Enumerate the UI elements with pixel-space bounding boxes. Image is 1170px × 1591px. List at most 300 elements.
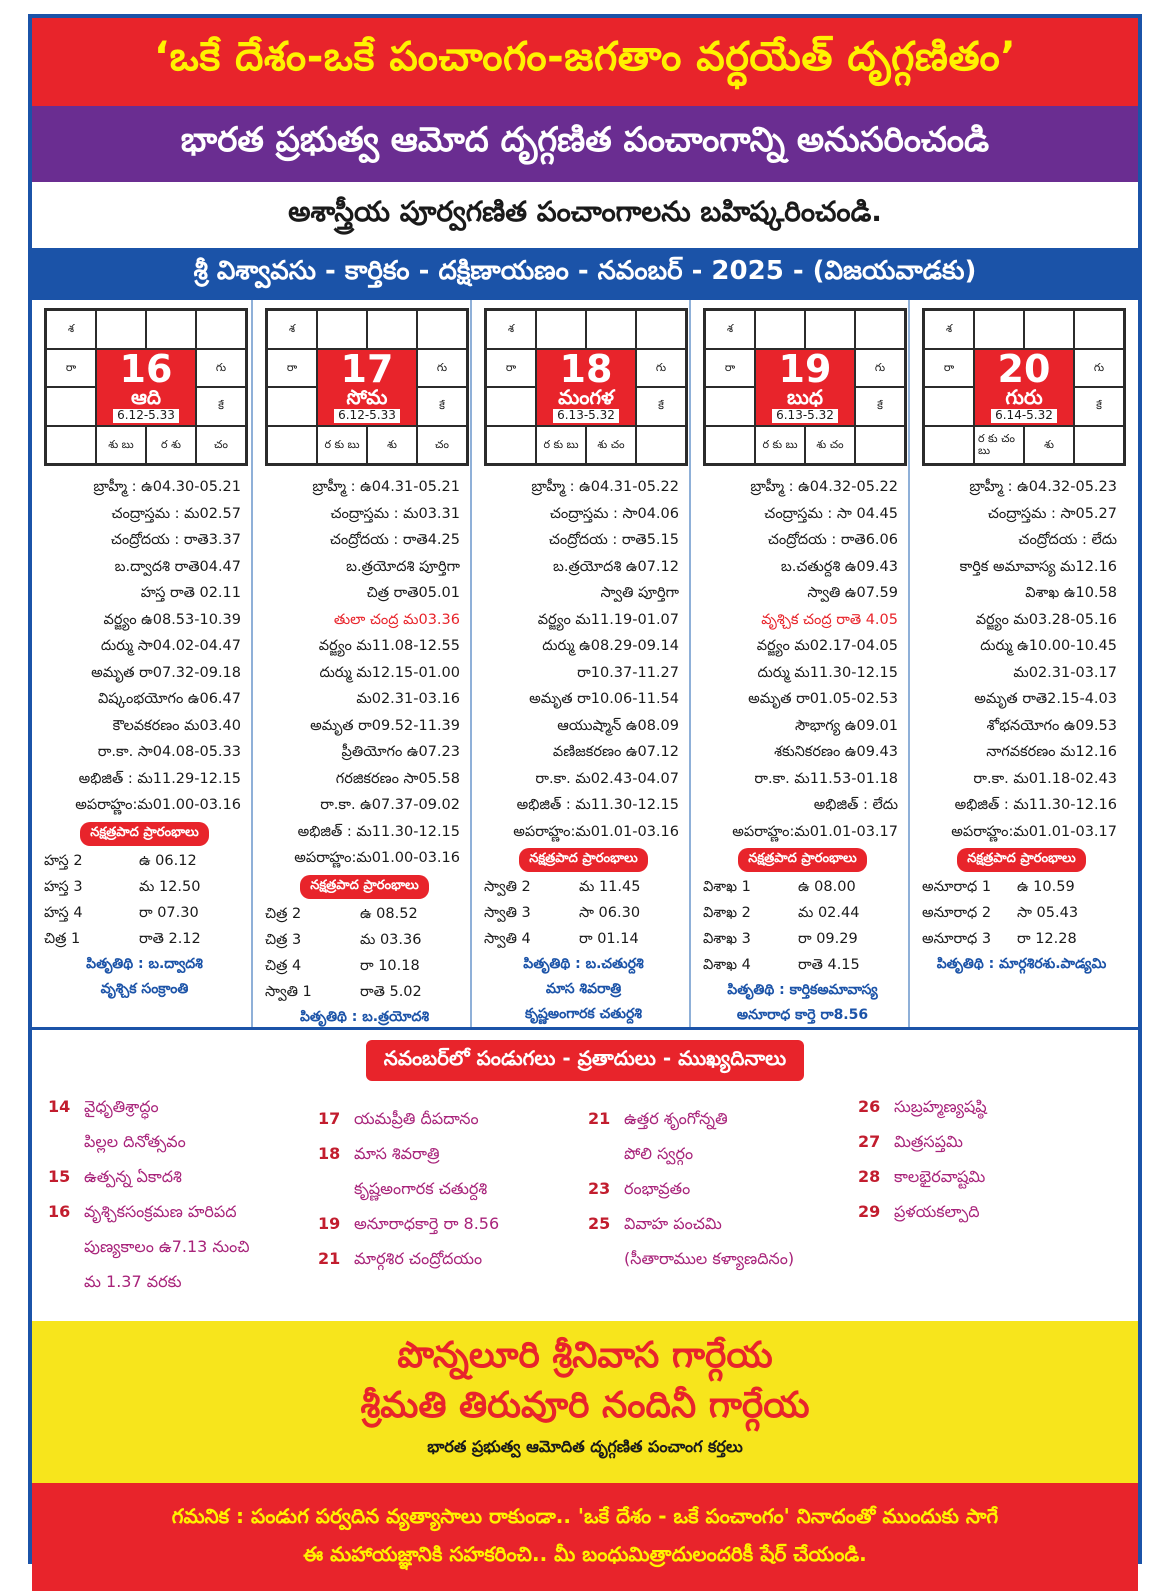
timing-line: కార్తిక అమావాస్య మ12.16 [959, 558, 1117, 575]
timing-line: సౌభాగ్య ఉ09.01 [794, 717, 898, 734]
timing-line: చిత్ర రాతె05.01 [366, 585, 460, 601]
timing-line: చంద్రాస్తమ : సా05.27 [987, 505, 1117, 522]
timing-line: శోభనయోగం ఉ09.53 [986, 717, 1117, 734]
chart-cell [636, 310, 686, 349]
date-box [536, 349, 636, 426]
day-column [470, 300, 689, 1027]
festival-date [48, 1124, 84, 1159]
festival-name: పుణ్యకాలం ఉ7.13 నుంచి [84, 1237, 250, 1256]
chart-cell: చం [417, 426, 467, 465]
festival-item [318, 1171, 588, 1206]
timing-line: గరజికరణం సా05.58 [335, 770, 460, 787]
chart-cell: శు చం [805, 426, 855, 465]
chart-cell [805, 310, 855, 349]
chart-cell [486, 387, 536, 426]
festival-column [858, 1089, 1128, 1321]
pada-time: మ 12.50 [139, 878, 201, 895]
pada-time: రా 01.14 [579, 931, 639, 947]
timing-line: వృశ్చిక చంద్ర రాతె 4.05 [761, 611, 898, 628]
timings-list [44, 474, 245, 819]
period-banner [32, 248, 1138, 300]
note-line-2: ఈ మహాయజ్ఞానికి సహకరించి.. మీ బంధుమిత్రాదులందరికీ షేర్ చేయండి. [303, 1542, 867, 1566]
chart-cell: రా [46, 349, 96, 388]
pada-label: నక్షత్రపాద ప్రారంభాలు [80, 822, 209, 846]
timing-line: వణిజకరణం ఉ07.12 [552, 744, 679, 760]
chart-cell: శ [705, 310, 755, 349]
chart-cell [46, 387, 96, 426]
slogan-banner [32, 18, 1138, 106]
pada-header [922, 845, 1121, 874]
pada-time: రా 09.29 [798, 931, 858, 947]
timing-line: బ్రాహ్మీ : ఉ04.30-05.21 [93, 479, 241, 495]
chart-cell [974, 310, 1024, 349]
date-number: 20 [997, 347, 1051, 392]
festival-name: (సీతారాముల కళ్యాణదినం) [624, 1249, 795, 1268]
pada-time: ఉ 06.12 [139, 852, 197, 869]
author-name-2: శ్రీమతి తిరువూరి నందినీ గార్గేయ [360, 1385, 810, 1426]
day-footer [484, 952, 683, 1027]
timing-line: రా.కా. మ02.43-04.07 [535, 770, 679, 787]
chart-cell: ర శు [146, 426, 196, 465]
chart-cell: శ [924, 310, 974, 349]
pada-row [44, 848, 245, 874]
weekday: సోమ [346, 385, 388, 410]
timing-line: అపరాహ్ణం:మ01.00-03.16 [75, 797, 241, 813]
date-box [755, 349, 855, 426]
timing-line: వర్జ్యం మ11.19-01.07 [537, 611, 679, 628]
pada-time: సా 05.43 [1017, 905, 1079, 921]
pada-star: స్వాతి 4 [484, 931, 531, 947]
pada-star: స్వాతి 2 [484, 879, 531, 895]
chart-cell: రా [267, 349, 317, 388]
festival-name: పిల్లల దినోత్సవం [84, 1132, 186, 1151]
pada-star: స్వాతి 3 [484, 905, 531, 921]
pada-row [922, 874, 1121, 900]
pada-row [703, 952, 902, 978]
timing-line: చంద్రోదయ : రాతె4.25 [329, 532, 460, 548]
festival-item [48, 1159, 318, 1194]
festival-date [48, 1229, 84, 1264]
footer-line: వృశ్చిక సంక్రాంతి [100, 980, 189, 997]
weekday: మంగళ [558, 385, 614, 410]
festival-item [318, 1241, 588, 1276]
chart-cell [486, 426, 536, 465]
footer-line: పితృతిథి : బ.త్రయోదశి [299, 1008, 430, 1025]
festival-item [588, 1101, 858, 1136]
timing-line: వర్జ్యం మ03.28-05.16 [975, 611, 1117, 628]
pada-row [703, 874, 902, 900]
timing-line: దుర్ము ఉ08.29-09.14 [542, 638, 679, 654]
day-column [251, 300, 470, 1027]
pada-header [484, 845, 683, 874]
festival-date: 19 [318, 1214, 341, 1233]
pada-row [265, 953, 464, 979]
date-number: 17 [340, 347, 394, 392]
rasi-chart [922, 308, 1126, 466]
pada-row [703, 926, 902, 952]
timing-line: వర్జ్యం మ11.08-12.55 [318, 638, 460, 654]
festival-date: 21 [318, 1249, 341, 1268]
festival-date: 29 [858, 1202, 881, 1221]
timings-list [922, 474, 1121, 845]
chart-cell: ర కు బు [755, 426, 805, 465]
timing-line: దుర్ము సా04.02-04.47 [100, 638, 241, 654]
timing-line: బ.త్రయోదశి ఉ07.12 [553, 558, 679, 575]
sunrise-sunset: 6.13-5.32 [772, 409, 838, 422]
chart-cell: గు [1074, 349, 1124, 388]
timing-line: చంద్రోదయ : లేదు [1018, 532, 1117, 548]
chart-cell: రా [486, 349, 536, 388]
timing-line: రా10.37-11.27 [577, 664, 679, 681]
timing-line: రా.కా. మ11.53-01.18 [754, 770, 898, 787]
day-footer [703, 978, 902, 1028]
timing-line: అమృత రా01.05-02.53 [748, 691, 898, 707]
rasi-chart [703, 308, 907, 466]
pada-list [703, 874, 902, 978]
timings-list [703, 474, 902, 845]
timing-line: తులా చంద్ర మ03.36 [333, 611, 460, 628]
sunrise-sunset: 6.12-5.33 [113, 409, 179, 422]
chart-cell: రా [924, 349, 974, 388]
festivals-title: నవంబర్‌లో పండుగలు - వ్రతాదులు - ముఖ్యదినాలు [366, 1040, 804, 1081]
festival-date: 16 [48, 1202, 71, 1221]
chart-cell: రా [705, 349, 755, 388]
festival-name: ప్రళయకల్పాది [894, 1202, 980, 1221]
festival-item [588, 1136, 858, 1171]
date-box [96, 349, 196, 426]
rasi-chart [44, 308, 248, 466]
pada-time: మ 02.44 [798, 905, 860, 921]
timing-line: బ్రాహ్మీ : ఉ04.32-05.23 [969, 479, 1117, 495]
festival-item [318, 1206, 588, 1241]
chart-cell [196, 310, 246, 349]
timing-line: అపరాహ్ణం:మ01.01-03.16 [513, 823, 679, 840]
follow-banner [32, 106, 1138, 182]
day-column [32, 300, 251, 1027]
footer-line: పితృతిథి : మార్గశిరశు.పాడ్యమి [936, 956, 1107, 972]
festival-name: అనూరాధకార్తె రా 8.56 [354, 1214, 500, 1233]
chart-cell [705, 426, 755, 465]
chart-cell [417, 310, 467, 349]
festival-date: 23 [588, 1179, 611, 1198]
pada-row [922, 926, 1121, 952]
footer-line: పితృతిథి : బ.చతుర్దశి [523, 956, 644, 972]
timing-line: రా.కా. మ01.18-02.43 [973, 770, 1117, 787]
pada-star: హస్త 3 [44, 878, 83, 895]
chart-cell [586, 310, 636, 349]
footer-line: పితృతిథి : బ.ద్వాదశి [86, 955, 203, 972]
timing-line: వర్జ్యం మ02.17-04.05 [756, 638, 898, 654]
footer-line: పితృతిథి : కార్తికఅమావాస్య [727, 982, 878, 998]
period-text: శ్రీ విశ్వావసు - కార్తికం - దక్షిణాయణం - నవంబర్ - 2025 - (విజయవాడకు) [193, 256, 977, 286]
festival-name: మార్గశిర చంద్రోదయం [354, 1249, 483, 1268]
chart-cell: కే [855, 387, 905, 426]
festival-date [318, 1171, 354, 1206]
chart-cell [705, 387, 755, 426]
date-number: 18 [559, 347, 613, 392]
festival-item [858, 1159, 1128, 1194]
festival-column [318, 1089, 588, 1321]
chart-cell [855, 310, 905, 349]
follow-text: భారత ప్రభుత్వ ఆమోద దృగ్గణిత పంచాంగాన్ని అనుసరించండి [180, 120, 990, 160]
festival-date: 28 [858, 1167, 881, 1186]
timing-line: మ02.31-03.16 [356, 691, 460, 707]
pada-star: విశాఖ 1 [703, 879, 751, 895]
festival-item [588, 1206, 858, 1241]
timings-list [484, 474, 683, 845]
timing-line: శకునికరణం ఉ09.43 [774, 744, 898, 760]
timing-line: అమృత రా07.32-09.18 [91, 664, 241, 681]
timing-line: చంద్రోదయ : రాతె6.06 [767, 532, 898, 548]
timing-line: అమృత రాతె2.15-4.03 [974, 691, 1117, 707]
pada-label: నక్షత్రపాద ప్రారంభాలు [957, 848, 1086, 872]
footer-line: మాస శివరాత్రి [545, 981, 622, 997]
authors-banner [32, 1321, 1138, 1483]
chart-cell [1074, 310, 1124, 349]
date-number: 19 [778, 347, 832, 392]
timing-line: వర్జ్యం ఉ08.53-10.39 [103, 611, 241, 628]
chart-cell [536, 310, 586, 349]
timing-line: రా.కా. సా04.08-05.33 [97, 744, 241, 760]
day-footer [922, 952, 1121, 977]
chart-cell [367, 310, 417, 349]
chart-cell: ర కు బు [536, 426, 586, 465]
pada-star: విశాఖ 4 [703, 957, 751, 973]
pada-star: అనూరాధ 1 [922, 879, 992, 895]
chart-cell [924, 426, 974, 465]
rasi-chart [265, 308, 469, 466]
sunrise-sunset: 6.13-5.32 [553, 409, 619, 422]
pada-list [484, 874, 683, 952]
timing-line: స్వాతి పూర్తిగా [600, 585, 679, 601]
day-footer [44, 952, 245, 1002]
festival-date [48, 1264, 84, 1299]
festival-item [858, 1124, 1128, 1159]
pada-row [44, 874, 245, 900]
note-line-1: గమనిక : పండుగ పర్వదిన వ్యత్యాసాలు రాకుండా.. 'ఒకే దేశం - ఒకే పంచాంగం' నినాదంతో ముందుకు సాగే [171, 1504, 999, 1528]
timing-line: కౌలవకరణం మ03.40 [112, 717, 241, 734]
timing-line: అభిజిత్ : లేదు [813, 797, 898, 813]
timing-line: దుర్ము ఉ10.00-10.45 [980, 638, 1117, 654]
pada-header [44, 819, 245, 848]
reject-text: అశాస్త్రీయ పూర్వగణిత పంచాంగాలను బహిష్కరించండి. [288, 195, 882, 228]
timing-line: అపరాహ్ణం:మ01.01-03.17 [732, 823, 898, 840]
chart-cell [146, 310, 196, 349]
pada-star: హస్త 2 [44, 852, 83, 869]
timing-line: విశాఖ ఉ10.58 [1025, 585, 1117, 601]
festival-name: యమప్రీతి దీపదానం [354, 1109, 479, 1128]
chart-cell: గు [636, 349, 686, 388]
chart-cell [755, 310, 805, 349]
festival-name: కృష్ణఅంగారక చతుర్దశి [354, 1179, 488, 1198]
festival-date: 15 [48, 1167, 71, 1186]
timing-line: అమృత రా09.52-11.39 [310, 717, 460, 734]
festival-name: వృశ్చికసంక్రమణ హరిపద [84, 1202, 237, 1221]
festival-name: మిత్రసప్తమి [894, 1132, 963, 1151]
panchangam-poster [28, 14, 1142, 1564]
festival-name: వివాహ పంచమి [624, 1214, 722, 1233]
rasi-chart [484, 308, 688, 466]
chart-cell: ర కు బు [317, 426, 367, 465]
pada-star: చిత్ర 1 [44, 930, 81, 947]
festival-item [48, 1264, 318, 1299]
footer-line: అనూరాధ కార్తె రా8.56 [736, 1007, 869, 1023]
festival-date: 25 [588, 1214, 611, 1233]
timing-line: చంద్రోదయ : రాతె3.37 [110, 532, 241, 548]
chart-cell: శు బు [96, 426, 146, 465]
festival-name: కాలభైరవాష్టమి [894, 1167, 986, 1186]
pada-star: చిత్ర 3 [265, 931, 302, 948]
pada-star: విశాఖ 3 [703, 931, 751, 947]
pada-label: నక్షత్రపాద ప్రారంభాలు [300, 875, 429, 899]
pada-label: నక్షత్రపాద ప్రారంభాలు [519, 848, 648, 872]
pada-row [265, 901, 464, 927]
timing-line: రా.కా. ఉ07.37-09.02 [320, 797, 460, 813]
festival-item [858, 1089, 1128, 1124]
chart-cell: కే [636, 387, 686, 426]
chart-cell: ర కు చం బు [974, 426, 1024, 465]
pada-header [703, 845, 902, 874]
chart-cell: శు [1024, 426, 1074, 465]
author-name-1: పొన్నలూరి శ్రీనివాస గార్గేయ [397, 1335, 773, 1376]
festival-name: వైధృతిశ్రాద్ధం [84, 1097, 159, 1116]
pada-row [922, 900, 1121, 926]
festival-date: 18 [318, 1144, 341, 1163]
note-banner [32, 1483, 1138, 1591]
pada-time: రాతె 4.15 [798, 957, 860, 973]
pada-star: చిత్ర 2 [265, 905, 302, 922]
day-footer [265, 1005, 464, 1030]
date-box [974, 349, 1074, 426]
day-column [908, 300, 1127, 1027]
chart-cell: చం [196, 426, 246, 465]
festival-item [858, 1194, 1128, 1229]
chart-cell: శ [267, 310, 317, 349]
festival-date: 27 [858, 1132, 881, 1151]
timing-line: బ.ద్వాదశి రాతె04.47 [114, 558, 241, 575]
pada-star: అనూరాధ 2 [922, 905, 992, 921]
pada-list [44, 848, 245, 952]
pada-time: ఉ 08.00 [798, 879, 856, 895]
timing-line: హస్త రాతె 02.11 [140, 585, 241, 601]
day-column [689, 300, 908, 1027]
festival-item [318, 1136, 588, 1171]
timing-line: బ.త్రయోదశి పూర్తిగా [346, 558, 460, 575]
chart-cell [1024, 310, 1074, 349]
pada-star: విశాఖ 2 [703, 905, 751, 921]
festival-name: సుబ్రహ్మణ్యషష్ఠి [894, 1097, 987, 1116]
festival-name: పోలి స్వర్గం [624, 1144, 694, 1163]
pada-row [703, 900, 902, 926]
timing-line: మ02.31-03.17 [1013, 664, 1117, 681]
festival-item [48, 1124, 318, 1159]
pada-star: చిత్ర 4 [265, 957, 302, 974]
date-box [317, 349, 417, 426]
pada-label: నక్షత్రపాద ప్రారంభాలు [738, 848, 867, 872]
festival-item [318, 1101, 588, 1136]
timing-line: విష్కంభయోగం ఉ06.47 [97, 691, 241, 707]
pada-row [484, 926, 683, 952]
chart-cell: కే [1074, 387, 1124, 426]
timing-line: దుర్ము మ11.30-12.15 [757, 664, 898, 681]
timing-line: నాగవకరణం మ12.16 [986, 744, 1117, 760]
pada-row [484, 900, 683, 926]
pada-time: రా 10.18 [360, 957, 420, 974]
chart-cell [924, 387, 974, 426]
slogan-text: ‘ఒకే దేశం-ఒకే పంచాంగం-జగతాం వర్ధయేత్ దృగ్గణితం’ [153, 34, 1017, 80]
festival-date: 21 [588, 1109, 611, 1128]
pada-time: ఉ 10.59 [1017, 879, 1075, 895]
weekday: గురు [1005, 385, 1043, 410]
festival-name: ఉత్తర శృంగోన్నతి [624, 1109, 728, 1128]
weekday: ఆది [130, 385, 162, 410]
weekday: బుధ [786, 385, 824, 410]
chart-cell: శ [486, 310, 536, 349]
chart-cell: గు [196, 349, 246, 388]
authors-role: భారత ప్రభుత్వ ఆమోదిత దృగ్గణిత పంచాంగ కర్తలు [427, 1437, 743, 1456]
pada-time: రా 07.30 [139, 904, 199, 921]
pada-star: స్వాతి 1 [265, 983, 312, 1000]
festival-item [588, 1171, 858, 1206]
timing-line: అమృత రా10.06-11.54 [529, 691, 679, 707]
pada-row [484, 874, 683, 900]
pada-time: సా 06.30 [579, 905, 641, 921]
timing-line: ప్రీతియోగం ఉ07.23 [341, 744, 460, 760]
pada-row [44, 900, 245, 926]
timing-line: బ్రాహ్మీ : ఉ04.31-05.22 [531, 479, 679, 495]
timing-line: బ్రాహ్మీ : ఉ04.31-05.21 [312, 479, 460, 495]
pada-star: హస్త 4 [44, 904, 83, 921]
festival-column [588, 1089, 858, 1321]
timing-line: దుర్ము మ12.15-01.00 [319, 664, 460, 681]
chart-cell [96, 310, 146, 349]
chart-cell [317, 310, 367, 349]
chart-cell [855, 426, 905, 465]
pada-list [922, 874, 1121, 952]
festival-date: 17 [318, 1109, 341, 1128]
timing-line: చంద్రాస్తమ : సా 04.45 [764, 505, 898, 522]
timing-line: స్వాతి ఉ07.59 [807, 585, 898, 601]
pada-list [265, 901, 464, 1005]
chart-cell: శ [46, 310, 96, 349]
festival-date: 14 [48, 1097, 71, 1116]
pada-time: మ 11.45 [579, 879, 641, 895]
pada-time: మ 03.36 [360, 931, 422, 948]
festival-date [588, 1241, 624, 1276]
pada-star: అనూరాధ 3 [922, 931, 992, 947]
chart-cell: గు [855, 349, 905, 388]
chart-cell: శు చం [586, 426, 636, 465]
festival-date [588, 1136, 624, 1171]
chart-cell: శు [367, 426, 417, 465]
timing-line: బ్రాహ్మీ : ఉ04.32-05.22 [750, 479, 898, 495]
pada-row [265, 927, 464, 953]
chart-cell [1074, 426, 1124, 465]
sunrise-sunset: 6.14-5.32 [991, 409, 1057, 422]
timing-line: అభిజిత్ : మ11.29-12.15 [78, 770, 241, 787]
festival-name: ఉత్పన్న ఏకాదశి [84, 1167, 182, 1186]
timing-line: అభిజిత్ : మ11.30-12.15 [297, 823, 460, 840]
timing-line: అభిజిత్ : మ11.30-12.15 [516, 797, 679, 813]
chart-cell [267, 426, 317, 465]
festival-item [48, 1194, 318, 1229]
festival-item [48, 1229, 318, 1264]
reject-banner [32, 182, 1138, 248]
footer-line: కృష్ణఅంగారక చతుర్దశి [525, 1006, 642, 1022]
timing-line: అభిజిత్ : మ11.30-12.16 [954, 797, 1117, 813]
festival-date: 26 [858, 1097, 881, 1116]
timing-line: అపరాహ్ణం:మ01.01-03.17 [951, 823, 1117, 840]
